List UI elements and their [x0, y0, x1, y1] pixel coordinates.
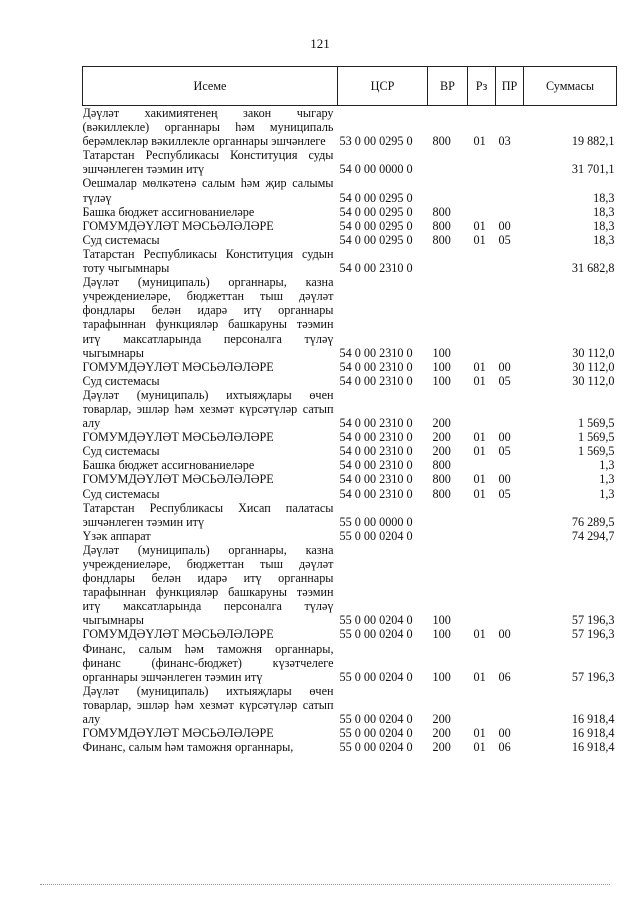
table-row: [83, 740, 617, 754]
cell-name: Оешмалар мөлкәтенә салым һәм җир салымы түләү: [82, 176, 334, 205]
cell-name: Суд системасы: [82, 232, 160, 247]
cell-sum: 18,3: [593, 232, 615, 247]
cell-name: Башка бюджет ассигнованиеләре: [82, 458, 255, 473]
cell-vr: 100: [432, 627, 451, 642]
cell-pr: [496, 176, 524, 204]
table-row: [83, 148, 617, 176]
cell-vr: [428, 148, 468, 176]
table-row: [83, 627, 617, 641]
cell-name: ГОМУМДӘҮЛӘТ МӘСЬӘЛӘЛӘРЕ: [82, 472, 274, 487]
cell-sum: 74 294,7: [571, 528, 615, 543]
cell-csr: 54 0 00 0295 0: [339, 204, 413, 219]
cell-rz: [468, 388, 496, 430]
cell-rz: [468, 247, 496, 275]
cell-name: Финанс, салым һәм таможня органнары, финанс (финанс-бюджет) күзәтчелеге органнары эшчәнлеген тәэмин итү: [82, 641, 334, 684]
cell-sum: 18,3: [593, 190, 615, 205]
cell-csr: 54 0 00 2310 0: [339, 458, 413, 473]
cell-rz: 01: [473, 430, 486, 445]
cell-sum: 16 918,4: [571, 726, 615, 741]
cell-rz: 01: [473, 218, 486, 233]
cell-csr: 54 0 00 2310 0: [339, 345, 413, 360]
cell-sum: 1 569,5: [577, 430, 615, 445]
cell-csr: 55 0 00 0204 0: [339, 627, 413, 642]
header-name: Исеме: [83, 67, 338, 106]
cell-pr: [496, 543, 524, 628]
cell-name: Дәүләт (муниципаль) органнары, казна учреждениеләре, бюджеттан тыш дәүләт фондлары белән идарә итү органнары тарафыннан функцияләр башкаруны тәэмин итү максатларында персоналга түләү чыгымнары: [82, 275, 334, 360]
cell-vr: 800: [432, 486, 451, 501]
cell-csr: 54 0 00 2310 0: [339, 373, 413, 388]
cell-pr: 03: [498, 134, 511, 149]
cell-pr: [496, 684, 524, 726]
cell-name: ГОМУМДӘҮЛӘТ МӘСЬӘЛӘЛӘРЕ: [82, 726, 274, 741]
cell-name: Татарстан Республикасы Конституция суды эшчәнлеген тәэмин итү: [82, 148, 334, 177]
table-row: [83, 472, 617, 486]
cell-csr: 54 0 00 2310 0: [339, 416, 413, 431]
cell-rz: 01: [473, 134, 486, 149]
table-row: [83, 176, 617, 204]
header-vr: ВР: [428, 67, 468, 106]
cell-csr: 55 0 00 0204 0: [339, 669, 413, 684]
cell-rz: [468, 529, 496, 543]
cell-rz: 01: [473, 740, 486, 755]
cell-pr: 05: [498, 373, 511, 388]
cell-pr: [496, 458, 524, 472]
footer-divider: [40, 884, 610, 885]
cell-name: ГОМУМДӘҮЛӘТ МӘСЬӘЛӘЛӘРЕ: [82, 627, 274, 642]
cell-vr: 800: [432, 472, 451, 487]
cell-vr: 200: [432, 416, 451, 431]
cell-name: Татарстан Республикасы Хисап палатасы эшчәнлеген тәэмин итү: [82, 500, 334, 529]
cell-name: Дәүләт (муниципаль) ихтыяҗлары өчен товарлар, эшләр һәм хезмәт күрсәтүләр сатып алу: [82, 387, 334, 431]
cell-rz: 01: [473, 444, 486, 459]
cell-vr: 200: [432, 740, 451, 755]
cell-name: Дәүләт (муниципаль) ихтыяҗлары өчен товарлар, эшләр һәм хезмәт күрсәтүләр сатып алу: [82, 683, 334, 727]
table-row: [83, 642, 617, 684]
cell-pr: 06: [498, 669, 511, 684]
cell-sum: 1,3: [599, 486, 615, 501]
cell-csr: 55 0 00 0204 0: [339, 740, 413, 755]
cell-rz: [468, 458, 496, 472]
cell-csr: 54 0 00 2310 0: [339, 472, 413, 487]
cell-name: ГОМУМДӘҮЛӘТ МӘСЬӘЛӘЛӘРЕ: [82, 218, 274, 233]
cell-sum: 31 701,1: [571, 162, 615, 177]
cell-rz: [468, 148, 496, 176]
cell-vr: 800: [432, 232, 451, 247]
header-sum: Суммасы: [524, 67, 617, 106]
cell-pr: [496, 388, 524, 430]
cell-sum: 18,3: [593, 218, 615, 233]
cell-csr: 54 0 00 2310 0: [339, 486, 413, 501]
cell-vr: [428, 247, 468, 275]
table-row: [83, 726, 617, 740]
cell-sum: 1,3: [599, 472, 615, 487]
cell-sum: 57 196,3: [571, 669, 615, 684]
cell-pr: 05: [498, 486, 511, 501]
cell-sum: 30 112,0: [572, 373, 615, 388]
cell-pr: 00: [498, 218, 511, 233]
table-row: [83, 430, 617, 444]
cell-name: Дәүләт (муниципаль) органнары, казна учреждениеләре, бюджеттан тыш дәүләт фондлары белән идарә итү органнары тарафыннан функцияләр башкаруны тәэмин итү максатларында персоналга түләү чыгымнары: [82, 542, 334, 628]
cell-sum: 30 112,0: [572, 359, 615, 374]
cell-csr: 55 0 00 0204 0: [339, 726, 413, 741]
cell-name: Дәүләт хакимиятенең закон чыгару (вәкиллекле) органнары һәм муниципаль берәмлекләр вәкиллекле органнары эшчәнлеге: [82, 106, 334, 149]
cell-name: Үзәк аппарат: [82, 528, 151, 543]
cell-rz: 01: [473, 726, 486, 741]
cell-csr: 55 0 00 0204 0: [339, 712, 413, 727]
table-body: [83, 106, 617, 755]
cell-rz: 01: [473, 232, 486, 247]
table-header-row: [83, 67, 617, 106]
cell-rz: 01: [473, 373, 486, 388]
cell-sum: 76 289,5: [571, 514, 615, 529]
cell-pr: 05: [498, 444, 511, 459]
cell-csr: 53 0 00 0295 0: [339, 134, 413, 149]
cell-rz: 01: [473, 627, 486, 642]
cell-pr: 05: [498, 232, 511, 247]
header-rz: Рз: [468, 67, 496, 106]
cell-sum: 19 882,1: [571, 134, 615, 149]
cell-pr: 00: [498, 430, 511, 445]
cell-csr: 54 0 00 0000 0: [339, 162, 413, 177]
table-row: [83, 388, 617, 430]
cell-name: ГОМУМДӘҮЛӘТ МӘСЬӘЛӘЛӘРЕ: [82, 430, 274, 445]
cell-vr: 100: [432, 373, 451, 388]
cell-sum: 57 196,3: [571, 613, 615, 628]
cell-vr: 100: [432, 359, 451, 374]
cell-csr: 54 0 00 2310 0: [339, 261, 413, 276]
cell-vr: 200: [432, 444, 451, 459]
table-row: [83, 501, 617, 529]
header-csr: ЦСР: [338, 67, 428, 106]
cell-sum: 30 112,0: [572, 345, 615, 360]
cell-rz: 01: [473, 669, 486, 684]
cell-pr: 00: [498, 359, 511, 374]
cell-rz: [468, 205, 496, 219]
cell-sum: 1,3: [599, 458, 615, 473]
cell-name: Суд системасы: [82, 444, 160, 459]
cell-pr: [496, 205, 524, 219]
cell-name: Суд системасы: [82, 486, 160, 501]
cell-sum: 16 918,4: [571, 740, 615, 755]
cell-pr: [496, 529, 524, 543]
cell-rz: [468, 275, 496, 360]
cell-rz: 01: [473, 359, 486, 374]
cell-name: ГОМУМДӘҮЛӘТ МӘСЬӘЛӘЛӘРЕ: [82, 359, 274, 374]
cell-name: Суд системасы: [82, 373, 160, 388]
cell-rz: 01: [473, 472, 486, 487]
table-row: [83, 360, 617, 374]
cell-sum: 1 569,5: [577, 416, 615, 431]
cell-pr: [496, 247, 524, 275]
cell-sum: 16 918,4: [571, 712, 615, 727]
cell-csr: 54 0 00 2310 0: [339, 444, 413, 459]
cell-csr: 54 0 00 2310 0: [339, 359, 413, 374]
cell-vr: 100: [432, 345, 451, 360]
cell-csr: 54 0 00 0295 0: [339, 218, 413, 233]
cell-csr: 55 0 00 0204 0: [339, 613, 413, 628]
cell-pr: 00: [498, 472, 511, 487]
cell-rz: [468, 176, 496, 204]
cell-rz: [468, 684, 496, 726]
cell-vr: [428, 529, 468, 543]
cell-rz: [468, 543, 496, 628]
cell-vr: 800: [432, 218, 451, 233]
table-row: [83, 684, 617, 726]
cell-csr: 55 0 00 0204 0: [339, 528, 413, 543]
cell-vr: 100: [432, 669, 451, 684]
cell-vr: 800: [432, 204, 451, 219]
cell-vr: [428, 501, 468, 529]
cell-vr: 800: [432, 458, 451, 473]
cell-rz: 01: [473, 486, 486, 501]
page-number: 121: [310, 36, 330, 51]
table-row: [83, 458, 617, 472]
cell-pr: [496, 275, 524, 360]
table-row: [83, 106, 617, 149]
cell-csr: 54 0 00 2310 0: [339, 430, 413, 445]
table-row: [83, 487, 617, 501]
table-row: [83, 444, 617, 458]
cell-pr: 00: [498, 726, 511, 741]
cell-csr: 55 0 00 0000 0: [339, 514, 413, 529]
budget-table: [82, 66, 617, 754]
cell-csr: 54 0 00 0295 0: [339, 190, 413, 205]
table-row: [83, 219, 617, 233]
cell-sum: 31 682,8: [571, 261, 615, 276]
cell-name: Татарстан Республикасы Конституция судын тоту чыгымнары: [82, 246, 334, 276]
table-row: [83, 247, 617, 275]
cell-vr: 200: [432, 430, 451, 445]
table-row: [83, 374, 617, 388]
header-pr: ПР: [496, 67, 524, 106]
cell-pr: 00: [498, 627, 511, 642]
cell-vr: 100: [432, 613, 451, 628]
table-row: [83, 275, 617, 360]
table-row: [83, 543, 617, 628]
cell-name: Башка бюджет ассигнованиеләре: [82, 204, 255, 219]
cell-vr: 200: [432, 712, 451, 727]
cell-name: Финанс, салым һәм таможня органнары,: [82, 740, 294, 755]
table-row: [83, 529, 617, 543]
table-row: [83, 205, 617, 219]
cell-pr: 06: [498, 740, 511, 755]
table-row: [83, 233, 617, 247]
cell-pr: [496, 501, 524, 529]
cell-pr: [496, 148, 524, 176]
cell-vr: 800: [432, 134, 451, 149]
cell-vr: [428, 176, 468, 204]
cell-csr: 54 0 00 0295 0: [339, 232, 413, 247]
cell-sum: 18,3: [593, 204, 615, 219]
cell-rz: [468, 501, 496, 529]
cell-vr: 200: [432, 726, 451, 741]
cell-sum: 1 569,5: [577, 444, 615, 459]
cell-sum: 57 196,3: [571, 627, 615, 642]
